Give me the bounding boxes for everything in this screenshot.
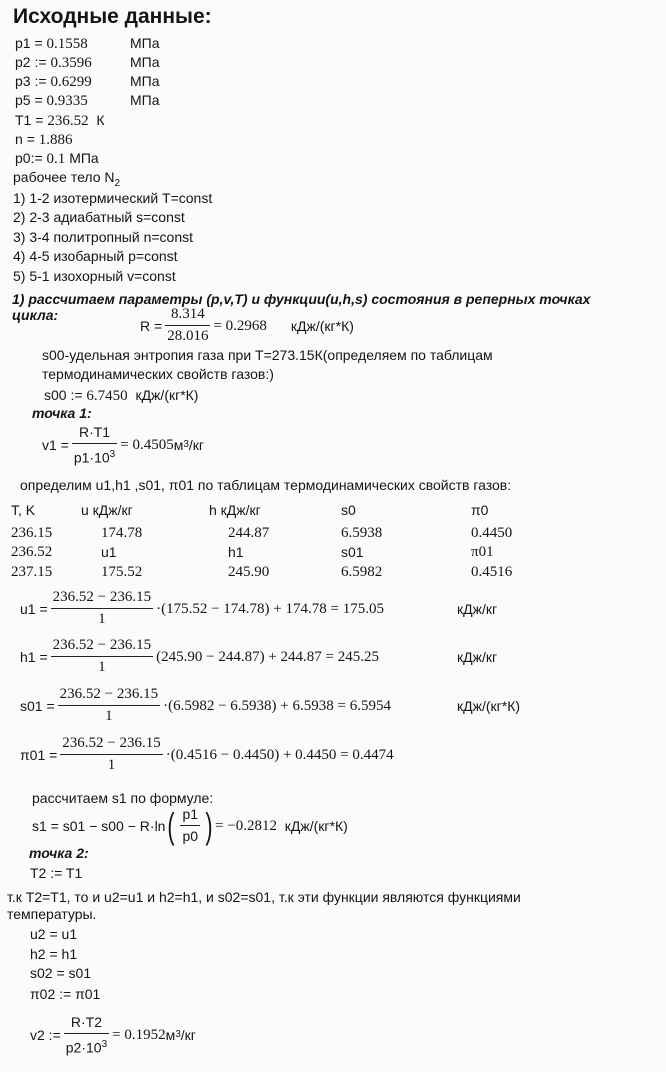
fraction: $\frac{236.52 - 236.15}{1}$ bbox=[59, 686, 159, 724]
section1-heading: 1) рассчитаем параметры (p,v,T) и функции(u,h,s) состояния в реперных точках bbox=[12, 291, 591, 307]
fraction: $\frac{R\cdot T1}{p1\cdot 10^3}$ bbox=[73, 424, 116, 466]
equation-s02: s02 = s01 bbox=[30, 965, 92, 981]
given-n: n = 1.886 bbox=[15, 131, 73, 148]
s1-intro: рассчитаем s1 по формуле: bbox=[32, 790, 214, 806]
point1-heading: точка 1: bbox=[32, 405, 92, 421]
given-T1: T1 = 236.52 К bbox=[15, 112, 105, 129]
given-p0: p0:= 0.1 МПа bbox=[15, 150, 99, 167]
fraction: $\frac{R\cdot T2}{p2\cdot 10^3}$ bbox=[65, 1014, 108, 1056]
fraction: $\frac{8.314}{28.016}$ bbox=[167, 306, 209, 344]
equation-pi02: π02 := π01 bbox=[30, 986, 101, 1002]
given-p2: p2 := 0.3596 МПа bbox=[15, 54, 160, 71]
point2-explanation: т.к T2=T1, то и u2=u1 и h2=h1, и s02=s01, т.к эти функции являются функциями bbox=[7, 889, 521, 905]
given-p3: p3 := 0.6299 МПа bbox=[15, 73, 160, 90]
page-title: Исходные данные: bbox=[13, 5, 212, 28]
process-item: 4) 4-5 изобарный p=const bbox=[13, 248, 178, 264]
equation-s00: s00 := 6.7450 кДж/(кг*К) bbox=[44, 387, 199, 404]
fraction: $\frac{236.52 - 236.15}{1}$ bbox=[52, 589, 152, 627]
equation-h1: h1 = $\frac{236.52 - 236.15}{1}$ (245.90 − 244.87) + 244.87 = 245.25 кДж/кг bbox=[20, 637, 498, 675]
s00-description-cont: термодинамических свойств газов:) bbox=[42, 366, 274, 382]
equation-s01: s01 = $\frac{236.52 - 236.15}{1}$ ·(6.5982 − 6.5938) + 6.5938 = 6.5954 кДж/(кг*К) bbox=[20, 686, 521, 724]
point2-heading: точка 2: bbox=[29, 845, 89, 861]
given-p5: p5 = 0.9335 МПа bbox=[15, 92, 160, 109]
equation-v1: v1 = $\frac{R\cdot T1}{p1\cdot 10^3}$ = 0.4505 м 3 /кг bbox=[42, 424, 205, 466]
equation-u2: u2 = u1 bbox=[30, 926, 78, 942]
equation-s1: s1 = s01 − s00 − R·ln ( $\frac{p1}{p0}$ ) = −0.2812 кДж/(кг*К) bbox=[32, 804, 348, 846]
equation-v2: v2 := $\frac{R\cdot T2}{p2\cdot 10^3}$ = 0.1952 м 3 /кг bbox=[30, 1014, 196, 1056]
fraction: $\frac{p1}{p0}$ bbox=[182, 806, 199, 844]
process-item: 2) 2-3 адиабатный s=const bbox=[13, 209, 185, 225]
working-body: рабочее тело $N_2$ bbox=[13, 169, 121, 189]
equation-h2: h2 = h1 bbox=[30, 946, 78, 962]
s00-description: s00-удельная энтропия газа при T=273.15К(определяем по таблицам bbox=[42, 347, 493, 363]
process-item: 5) 5-1 изохорный v=const bbox=[13, 268, 176, 284]
fraction: $\frac{236.52 - 236.15}{1}$ bbox=[52, 637, 152, 675]
section1-heading-cont: цикла: bbox=[12, 307, 59, 323]
table-intro: определим u1,h1 ,s01, π01 по таблицам термодинамических свойств газов: bbox=[20, 477, 512, 493]
process-item: 1) 1-2 изотермический T=const bbox=[13, 190, 213, 206]
fraction: $\frac{236.52 - 236.15}{1}$ bbox=[62, 735, 161, 773]
given-p1: p1 = 0.1558 МПа bbox=[15, 35, 160, 52]
equation-T2: T2 := T1 bbox=[30, 865, 83, 881]
equation-u1: u1 = $\frac{236.52 - 236.15}{1}$ ·(175.52 − 174.78) + 174.78 = 175.05 кДж/кг bbox=[20, 589, 498, 627]
process-item: 3) 3-4 политропный n=const bbox=[13, 229, 194, 245]
equation-R: R = $\frac{8.314}{28.016}$ = 0.2968 кДж/(кг*К) bbox=[140, 306, 354, 344]
equation-pi01: π01 = $\frac{236.52 - 236.15}{1}$ ·(0.4516 − 0.4450) + 0.4450 = 0.4474 bbox=[20, 735, 394, 773]
point2-explanation-cont: температуры. bbox=[7, 906, 97, 922]
